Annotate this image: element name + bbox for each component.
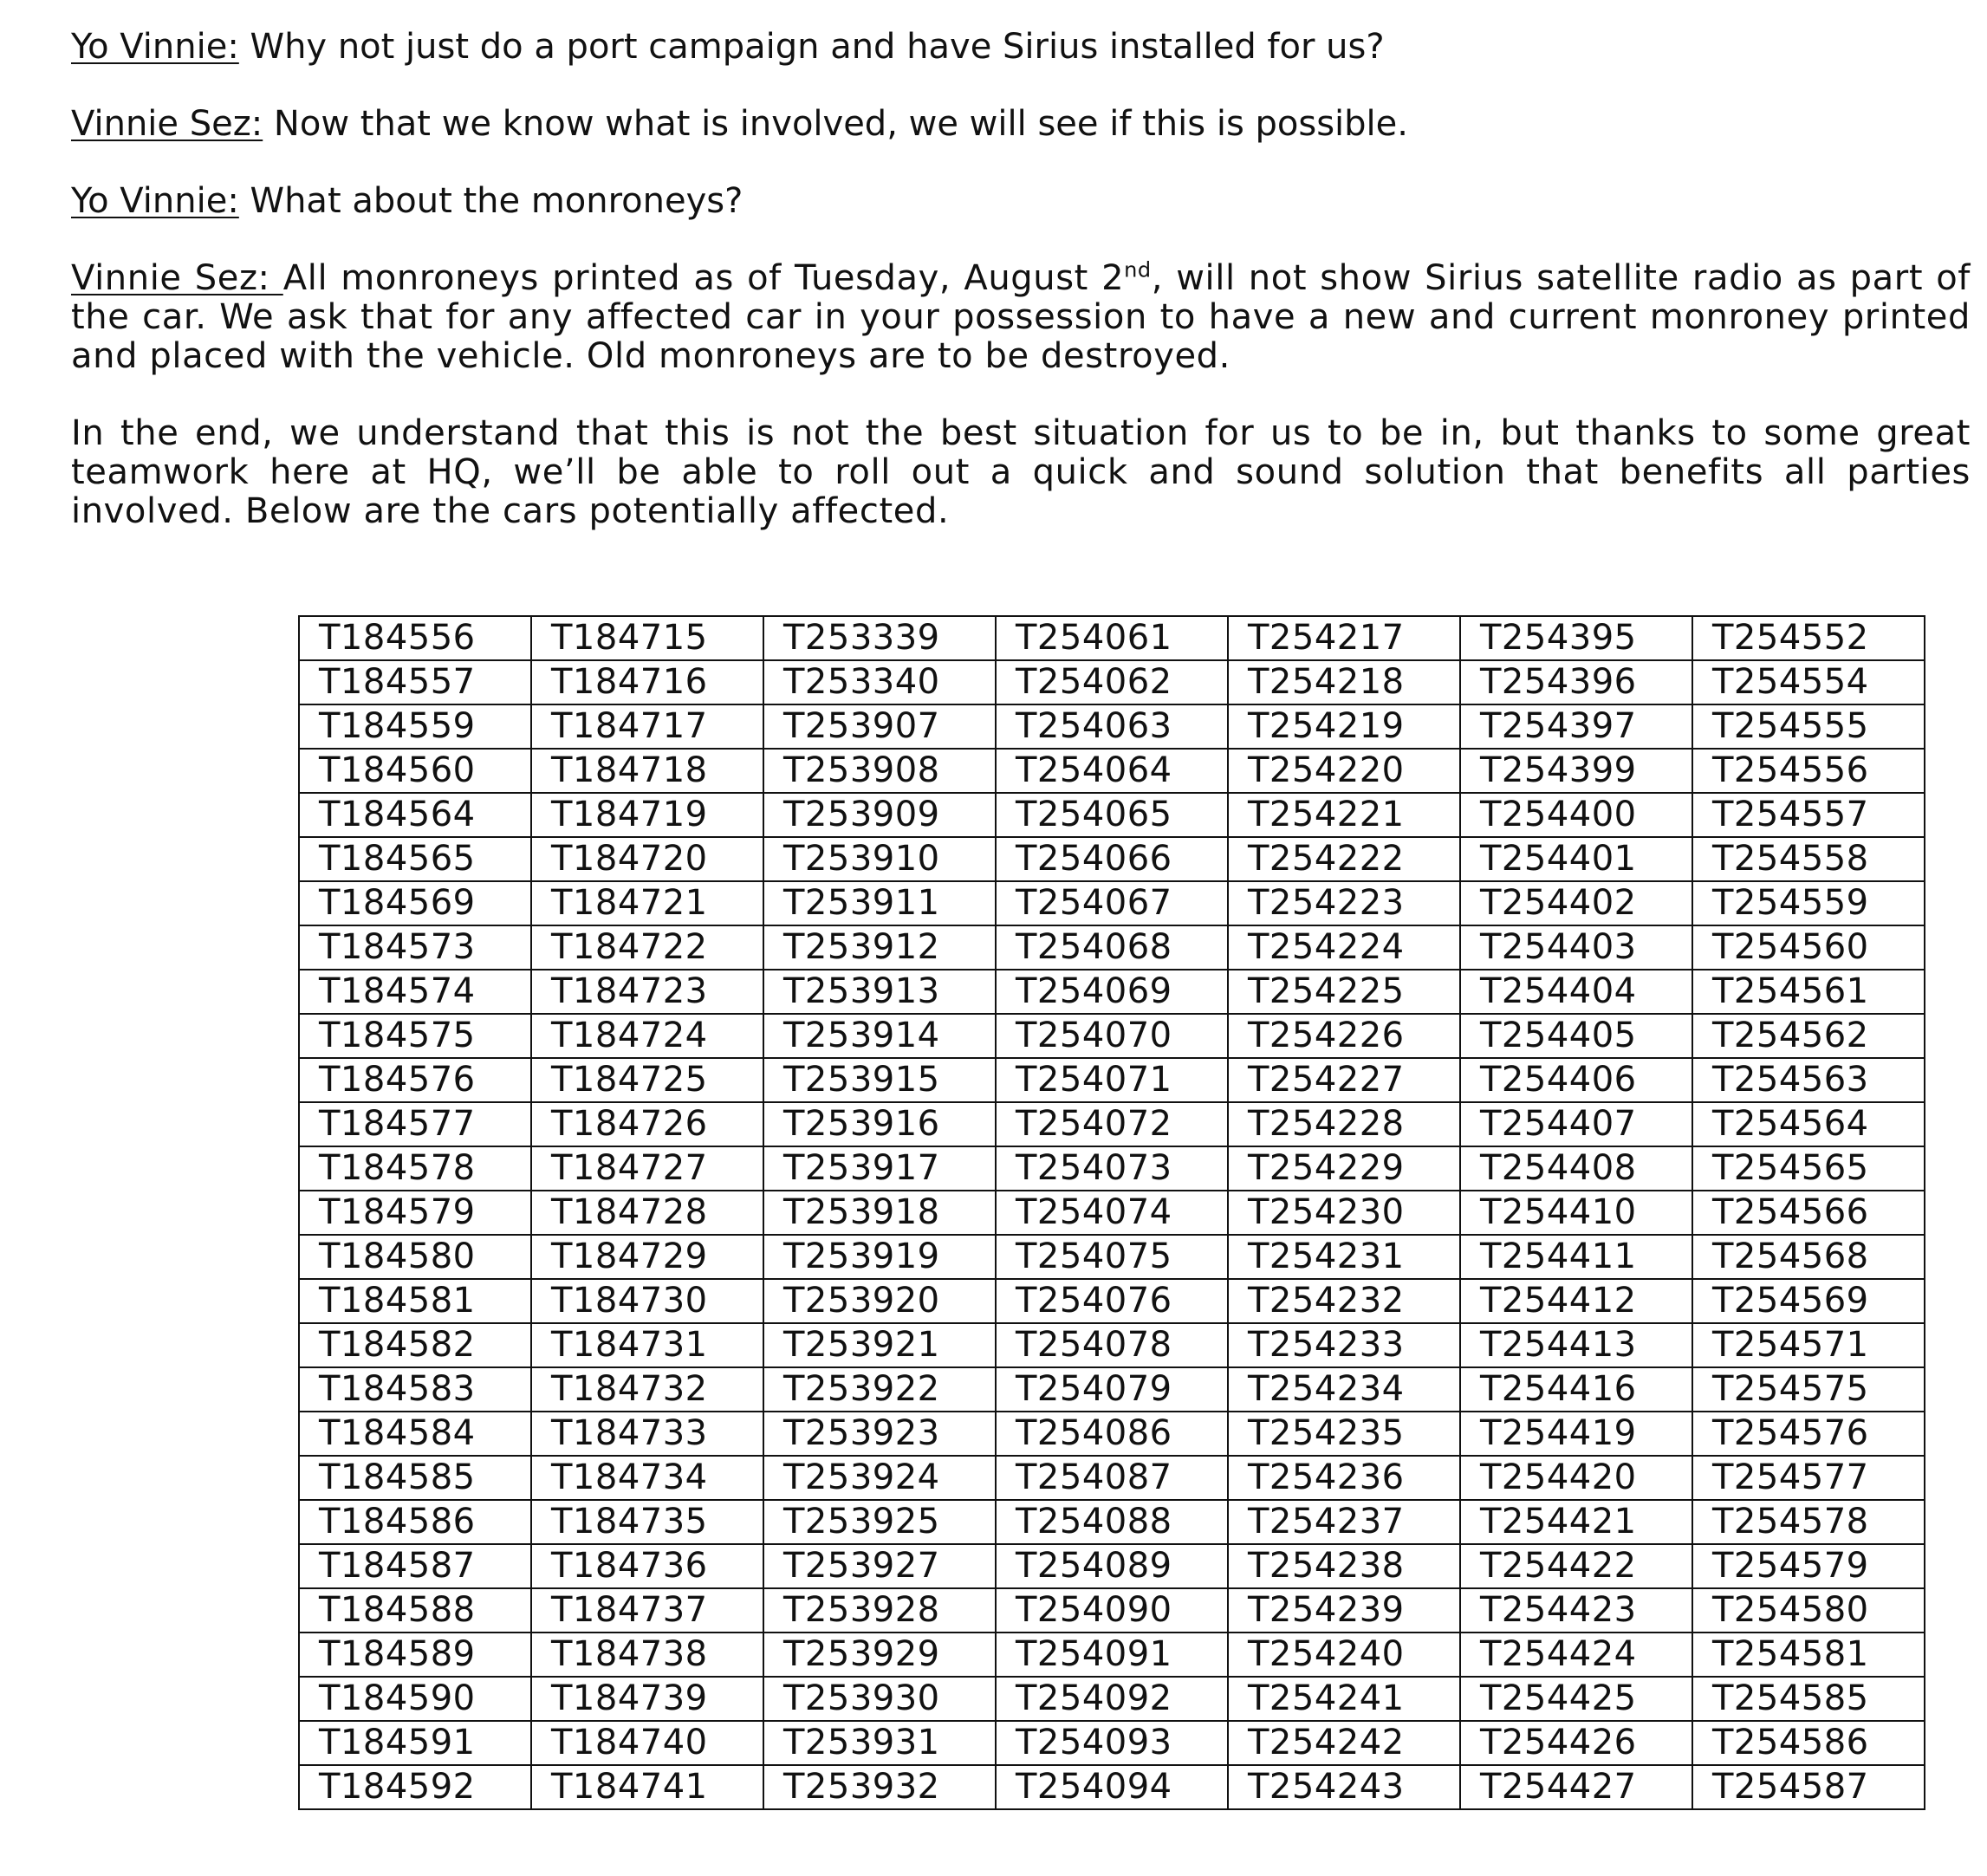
table-row (299, 1146, 1925, 1191)
car-id-cell: T254587 (1692, 1765, 1925, 1809)
car-id-cell: T254569 (1692, 1279, 1925, 1323)
car-id-cell: T184591 (299, 1721, 531, 1765)
car-id-cell: T254397 (1460, 704, 1692, 749)
car-id-cell: T184732 (531, 1367, 763, 1412)
car-id-cell: T184730 (531, 1279, 763, 1323)
car-id-cell: T254423 (1460, 1588, 1692, 1633)
car-id-cell: T254577 (1692, 1456, 1925, 1500)
car-id-cell: T254571 (1692, 1323, 1925, 1367)
table-row (299, 660, 1925, 704)
table-row (299, 1544, 1925, 1588)
closing-paragraph (71, 414, 1971, 531)
car-id-cell: T184717 (531, 704, 763, 749)
car-id-cell: T254230 (1228, 1191, 1460, 1235)
table-row (299, 881, 1925, 925)
speaker-label: Yo Vinnie: (71, 27, 239, 67)
car-id-cell: T184565 (299, 837, 531, 881)
car-id-cell: T184716 (531, 660, 763, 704)
car-id-cell: T254396 (1460, 660, 1692, 704)
table-row (299, 616, 1925, 660)
car-id-cell: T254086 (996, 1412, 1228, 1456)
car-id-cell: T253922 (763, 1367, 996, 1412)
car-id-cell: T184729 (531, 1235, 763, 1279)
car-id-cell: T253929 (763, 1633, 996, 1677)
car-id-cell: T254070 (996, 1014, 1228, 1058)
table-row (299, 970, 1925, 1014)
car-id-cell: T254563 (1692, 1058, 1925, 1102)
car-id-cell: T254424 (1460, 1633, 1692, 1677)
paragraph-text: , will not show Sirius satellite radio as part of the car. We ask that for any affected car in your possession to have a new and current monroney printed and placed with the vehicle. Old monroneys are to be destroyed. (71, 258, 1971, 376)
car-id-cell: T254412 (1460, 1279, 1692, 1323)
car-id-cell: T254426 (1460, 1721, 1692, 1765)
car-id-cell: T254232 (1228, 1279, 1460, 1323)
car-id-cell: T184737 (531, 1588, 763, 1633)
car-id-cell: T253924 (763, 1456, 996, 1500)
table-row (299, 1235, 1925, 1279)
car-id-cell: T254233 (1228, 1323, 1460, 1367)
car-id-cell: T184739 (531, 1677, 763, 1721)
car-id-cell: T254407 (1460, 1102, 1692, 1146)
car-id-cell: T254568 (1692, 1235, 1925, 1279)
table-row (299, 1721, 1925, 1765)
car-id-cell: T184715 (531, 616, 763, 660)
table-row (299, 749, 1925, 793)
speaker-label: Vinnie Sez: (71, 104, 263, 144)
car-id-cell: T184573 (299, 925, 531, 970)
car-id-cell: T254410 (1460, 1191, 1692, 1235)
car-id-cell: T254565 (1692, 1146, 1925, 1191)
car-id-cell: T253340 (763, 660, 996, 704)
car-id-cell: T184718 (531, 749, 763, 793)
car-id-cell: T254561 (1692, 970, 1925, 1014)
car-id-cell: T254075 (996, 1235, 1228, 1279)
paragraph-text: Now that we know what is involved, we will see if this is possible. (263, 104, 1408, 144)
car-id-cell: T254403 (1460, 925, 1692, 970)
car-id-cell: T253907 (763, 704, 996, 749)
car-id-cell: T254240 (1228, 1633, 1460, 1677)
car-id-cell: T254221 (1228, 793, 1460, 837)
car-id-cell: T254087 (996, 1456, 1228, 1500)
car-id-cell: T254556 (1692, 749, 1925, 793)
car-id-cell: T254558 (1692, 837, 1925, 881)
affected-cars-table (298, 615, 1925, 1810)
car-id-cell: T254231 (1228, 1235, 1460, 1279)
car-id-cell: T254234 (1228, 1367, 1460, 1412)
qa-paragraph-2 (71, 105, 1971, 144)
car-id-cell: T254091 (996, 1633, 1228, 1677)
car-id-cell: T253927 (763, 1544, 996, 1588)
car-id-cell: T253918 (763, 1191, 996, 1235)
car-id-cell: T254220 (1228, 749, 1460, 793)
car-id-cell: T254557 (1692, 793, 1925, 837)
car-id-cell: T254555 (1692, 704, 1925, 749)
table-row (299, 1633, 1925, 1677)
car-id-cell: T254422 (1460, 1544, 1692, 1588)
car-id-cell: T254419 (1460, 1412, 1692, 1456)
table-row (299, 1588, 1925, 1633)
car-id-cell: T253915 (763, 1058, 996, 1102)
table-body (299, 616, 1925, 1809)
paragraph-text: In the end, we understand that this is not the best situation for us to be in, but thanks to some great teamwork here at HQ, we’ll be able to roll out a quick and sound solution that benefits all parties involved. Below are the cars potentially affected. (71, 413, 1971, 531)
table-row (299, 1367, 1925, 1412)
car-id-cell: T184560 (299, 749, 531, 793)
car-id-cell: T254581 (1692, 1633, 1925, 1677)
table-row (299, 925, 1925, 970)
table-row (299, 1279, 1925, 1323)
paragraph-text: What about the monroneys? (238, 181, 744, 221)
car-id-cell: T184557 (299, 660, 531, 704)
car-id-cell: T253921 (763, 1323, 996, 1367)
table-row (299, 1058, 1925, 1102)
car-id-cell: T184726 (531, 1102, 763, 1146)
car-id-cell: T254404 (1460, 970, 1692, 1014)
car-id-cell: T254229 (1228, 1146, 1460, 1191)
car-id-cell: T254235 (1228, 1412, 1460, 1456)
car-id-cell: T254090 (996, 1588, 1228, 1633)
car-id-cell: T253919 (763, 1235, 996, 1279)
car-id-cell: T254241 (1228, 1677, 1460, 1721)
car-id-cell: T254239 (1228, 1588, 1460, 1633)
car-id-cell: T254226 (1228, 1014, 1460, 1058)
car-id-cell: T254586 (1692, 1721, 1925, 1765)
affected-cars-table-container (298, 615, 1925, 1810)
car-id-cell: T254227 (1228, 1058, 1460, 1102)
car-id-cell: T254094 (996, 1765, 1228, 1809)
car-id-cell: T253917 (763, 1146, 996, 1191)
table-row (299, 1765, 1925, 1809)
car-id-cell: T254222 (1228, 837, 1460, 881)
car-id-cell: T254427 (1460, 1765, 1692, 1809)
car-id-cell: T254552 (1692, 616, 1925, 660)
car-id-cell: T254562 (1692, 1014, 1925, 1058)
car-id-cell: T254064 (996, 749, 1228, 793)
car-id-cell: T254395 (1460, 616, 1692, 660)
car-id-cell: T254079 (996, 1367, 1228, 1412)
car-id-cell: T184736 (531, 1544, 763, 1588)
car-id-cell: T254237 (1228, 1500, 1460, 1544)
car-id-cell: T253925 (763, 1500, 996, 1544)
car-id-cell: T184580 (299, 1235, 531, 1279)
car-id-cell: T184585 (299, 1456, 531, 1500)
car-id-cell: T254089 (996, 1544, 1228, 1588)
table-row (299, 1191, 1925, 1235)
car-id-cell: T254411 (1460, 1235, 1692, 1279)
table-row (299, 1412, 1925, 1456)
car-id-cell: T254559 (1692, 881, 1925, 925)
car-id-cell: T254408 (1460, 1146, 1692, 1191)
car-id-cell: T184723 (531, 970, 763, 1014)
car-id-cell: T184559 (299, 704, 531, 749)
table-row (299, 1456, 1925, 1500)
car-id-cell: T253908 (763, 749, 996, 793)
car-id-cell: T184731 (531, 1323, 763, 1367)
car-id-cell: T253923 (763, 1412, 996, 1456)
car-id-cell: T184582 (299, 1323, 531, 1367)
car-id-cell: T253928 (763, 1588, 996, 1633)
qa-paragraph-3 (71, 182, 1971, 221)
car-id-cell: T254067 (996, 881, 1228, 925)
car-id-cell: T184576 (299, 1058, 531, 1102)
car-id-cell: T184586 (299, 1500, 531, 1544)
car-id-cell: T253909 (763, 793, 996, 837)
car-id-cell: T254243 (1228, 1765, 1460, 1809)
car-id-cell: T254564 (1692, 1102, 1925, 1146)
car-id-cell: T184727 (531, 1146, 763, 1191)
car-id-cell: T254238 (1228, 1544, 1460, 1588)
car-id-cell: T254093 (996, 1721, 1228, 1765)
table-row (299, 1014, 1925, 1058)
car-id-cell: T254566 (1692, 1191, 1925, 1235)
car-id-cell: T254575 (1692, 1367, 1925, 1412)
car-id-cell: T184574 (299, 970, 531, 1014)
car-id-cell: T254073 (996, 1146, 1228, 1191)
car-id-cell: T253910 (763, 837, 996, 881)
car-id-cell: T254078 (996, 1323, 1228, 1367)
car-id-cell: T184738 (531, 1633, 763, 1677)
car-id-cell: T184735 (531, 1500, 763, 1544)
car-id-cell: T254072 (996, 1102, 1228, 1146)
car-id-cell: T184720 (531, 837, 763, 881)
car-id-cell: T184724 (531, 1014, 763, 1058)
car-id-cell: T253912 (763, 925, 996, 970)
car-id-cell: T254066 (996, 837, 1228, 881)
car-id-cell: T184740 (531, 1721, 763, 1765)
car-id-cell: T184581 (299, 1279, 531, 1323)
car-id-cell: T254425 (1460, 1677, 1692, 1721)
car-id-cell: T254401 (1460, 837, 1692, 881)
paragraph-text: Why not just do a port campaign and have Sirius installed for us? (238, 27, 1385, 67)
car-id-cell: T253339 (763, 616, 996, 660)
car-id-cell: T254088 (996, 1500, 1228, 1544)
car-id-cell: T184583 (299, 1367, 531, 1412)
car-id-cell: T254416 (1460, 1367, 1692, 1412)
car-id-cell: T254580 (1692, 1588, 1925, 1633)
car-id-cell: T184590 (299, 1677, 531, 1721)
car-id-cell: T254576 (1692, 1412, 1925, 1456)
car-id-cell: T254402 (1460, 881, 1692, 925)
car-id-cell: T254063 (996, 704, 1228, 749)
car-id-cell: T184728 (531, 1191, 763, 1235)
car-id-cell: T184741 (531, 1765, 763, 1809)
car-id-cell: T253916 (763, 1102, 996, 1146)
car-id-cell: T253931 (763, 1721, 996, 1765)
car-id-cell: T184587 (299, 1544, 531, 1588)
table-row (299, 793, 1925, 837)
car-id-cell: T254074 (996, 1191, 1228, 1235)
qa-paragraph-1 (71, 28, 1971, 67)
car-id-cell: T254217 (1228, 616, 1460, 660)
car-id-cell: T184584 (299, 1412, 531, 1456)
car-id-cell: T184592 (299, 1765, 531, 1809)
table-row (299, 1102, 1925, 1146)
car-id-cell: T253932 (763, 1765, 996, 1809)
car-id-cell: T253911 (763, 881, 996, 925)
car-id-cell: T254236 (1228, 1456, 1460, 1500)
car-id-cell: T184578 (299, 1146, 531, 1191)
car-id-cell: T184725 (531, 1058, 763, 1102)
car-id-cell: T184721 (531, 881, 763, 925)
car-id-cell: T254228 (1228, 1102, 1460, 1146)
car-id-cell: T254406 (1460, 1058, 1692, 1102)
car-id-cell: T254062 (996, 660, 1228, 704)
car-id-cell: T253930 (763, 1677, 996, 1721)
qa-paragraph-4 (71, 259, 1971, 376)
speaker-label: Yo Vinnie: (71, 181, 239, 221)
car-id-cell: T254223 (1228, 881, 1460, 925)
car-id-cell: T253914 (763, 1014, 996, 1058)
ordinal-suffix: nd (1124, 257, 1152, 282)
paragraph-text: All monroneys printed as of Tuesday, August 2 (282, 258, 1125, 298)
car-id-cell: T254065 (996, 793, 1228, 837)
car-id-cell: T254420 (1460, 1456, 1692, 1500)
car-id-cell: T254413 (1460, 1323, 1692, 1367)
car-id-cell: T184556 (299, 616, 531, 660)
car-id-cell: T254061 (996, 616, 1228, 660)
car-id-cell: T254242 (1228, 1721, 1460, 1765)
car-id-cell: T254219 (1228, 704, 1460, 749)
car-id-cell: T254405 (1460, 1014, 1692, 1058)
car-id-cell: T184589 (299, 1633, 531, 1677)
car-id-cell: T254554 (1692, 660, 1925, 704)
car-id-cell: T254218 (1228, 660, 1460, 704)
car-id-cell: T253913 (763, 970, 996, 1014)
car-id-cell: T184722 (531, 925, 763, 970)
car-id-cell: T184588 (299, 1588, 531, 1633)
table-row (299, 1323, 1925, 1367)
car-id-cell: T254224 (1228, 925, 1460, 970)
car-id-cell: T184734 (531, 1456, 763, 1500)
car-id-cell: T184564 (299, 793, 531, 837)
table-row (299, 704, 1925, 749)
car-id-cell: T184575 (299, 1014, 531, 1058)
car-id-cell: T184569 (299, 881, 531, 925)
car-id-cell: T254068 (996, 925, 1228, 970)
table-row (299, 1500, 1925, 1544)
car-id-cell: T254579 (1692, 1544, 1925, 1588)
car-id-cell: T254092 (996, 1677, 1228, 1721)
table-row (299, 837, 1925, 881)
car-id-cell: T254399 (1460, 749, 1692, 793)
table-row (299, 1677, 1925, 1721)
car-id-cell: T254071 (996, 1058, 1228, 1102)
car-id-cell: T254421 (1460, 1500, 1692, 1544)
car-id-cell: T254578 (1692, 1500, 1925, 1544)
car-id-cell: T254069 (996, 970, 1228, 1014)
car-id-cell: T184579 (299, 1191, 531, 1235)
car-id-cell: T254585 (1692, 1677, 1925, 1721)
car-id-cell: T254225 (1228, 970, 1460, 1014)
car-id-cell: T184577 (299, 1102, 531, 1146)
car-id-cell: T253920 (763, 1279, 996, 1323)
speaker-label: Vinnie Sez: (71, 258, 283, 298)
car-id-cell: T254400 (1460, 793, 1692, 837)
car-id-cell: T254076 (996, 1279, 1228, 1323)
car-id-cell: T254560 (1692, 925, 1925, 970)
document-body (71, 28, 1971, 569)
car-id-cell: T184719 (531, 793, 763, 837)
car-id-cell: T184733 (531, 1412, 763, 1456)
